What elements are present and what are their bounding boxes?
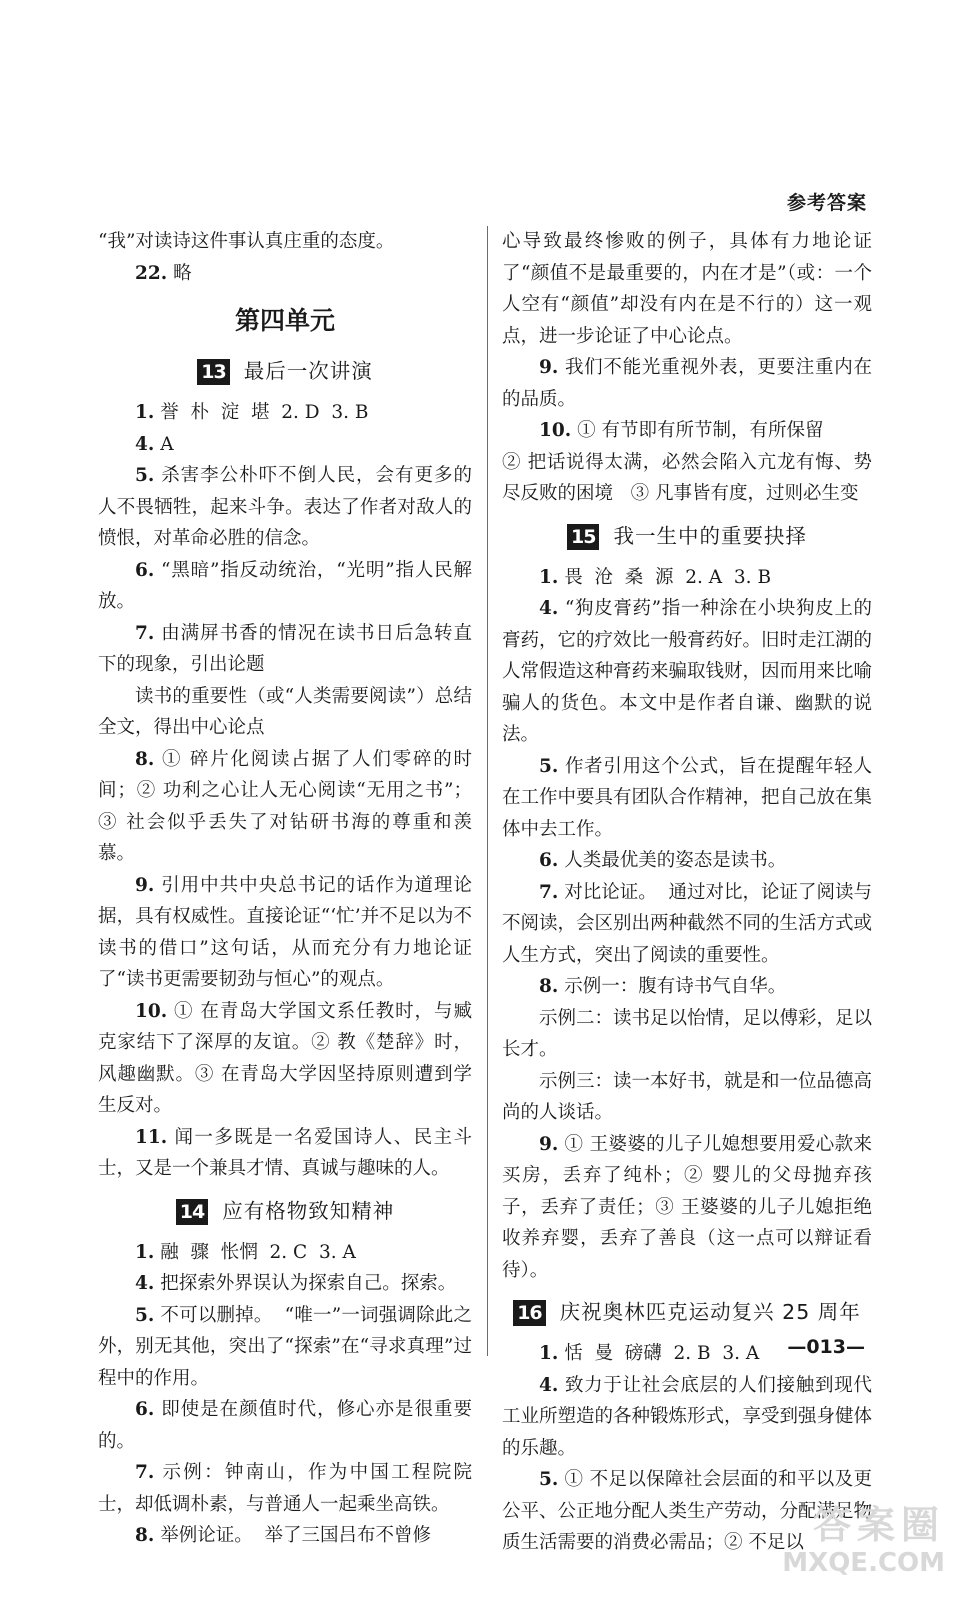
question-number: 6.	[539, 850, 559, 871]
answer-paragraph	[502, 593, 872, 751]
answer-paragraph	[98, 1394, 472, 1457]
lesson-title: 最后一次讲演	[243, 359, 373, 384]
question-number: 4.	[539, 1374, 559, 1396]
answer-text: 引用中共中央总书记的话作为道理论据，具有权威性。直接论证“‘忙’并不足以为不读书的借口”这句话，从而充分有力地论证了“读书更需要韧劲与恒心”的观点。	[98, 874, 472, 990]
answer-text: 举例论证。 举了三国吕布不曾修	[154, 1525, 431, 1546]
question-number: 9.	[135, 874, 155, 896]
question-number: 1.	[135, 1241, 155, 1263]
answer-paragraph	[98, 1300, 472, 1395]
answer-paragraph	[98, 1237, 472, 1269]
question-number: 6.	[135, 1399, 155, 1420]
lesson-number-badge: 16	[513, 1300, 545, 1326]
question-number: 4.	[539, 598, 559, 619]
answer-paragraph	[98, 429, 472, 461]
answer-paragraph	[502, 1066, 872, 1129]
question-number: 1.	[539, 566, 559, 588]
answer-paragraph	[502, 845, 872, 877]
answer-paragraph	[98, 1268, 472, 1300]
answer-text: 即使是在颜值时代，修心亦是很重要的。	[98, 1399, 472, 1452]
right-column	[502, 226, 872, 1559]
answer-text: 对比论证。 通过对比，论证了阅读与不阅读，会区别出两种截然不同的生活方式或人生方式，突出了阅读的重要性。	[502, 881, 873, 966]
lesson-heading	[98, 353, 472, 391]
question-number: 5.	[135, 1304, 155, 1326]
answer-text: 闻一多既是一名爱国诗人、民主斗士，又是一个兼具才情、真诚与趣味的人。	[98, 1126, 472, 1179]
answer-paragraph	[502, 447, 872, 510]
answer-paragraph	[98, 555, 472, 618]
page-header: 参考答案	[786, 192, 867, 214]
answer-paragraph	[98, 618, 472, 681]
question-number: 8.	[539, 976, 559, 997]
answer-text: 示例一：腹有诗书气自华。	[558, 976, 787, 997]
answer-text: 不可以删掉。 “唯一”一词强调除此之外，别无其他，突出了“探索”在“寻求真理”过程中的作用。	[98, 1304, 472, 1389]
answer-text: ① 在青岛大学国文系任教时，与臧克家结下了深厚的友谊。② 教《楚辞》时，风趣幽默。③ 在青岛大学因坚持原则遭到学生反对。	[98, 1000, 472, 1116]
question-number: 4.	[135, 433, 155, 455]
lesson-number-badge: 15	[567, 524, 599, 550]
question-number: 8.	[135, 748, 155, 770]
answer-paragraph	[98, 1457, 472, 1520]
lesson-title: 庆祝奥林匹克运动复兴 25 周年	[559, 1300, 861, 1325]
left-column	[98, 226, 472, 1552]
answer-paragraph	[98, 226, 472, 258]
question-number: 9.	[539, 357, 559, 378]
answer-text: 心导致最终惨败的例子，具体有力地论证了“颜值不是最重要的，内在才是”（或：一个人空有“颜值”却没有内在是不行的）这一观点，进一步论证了中心论点。	[502, 231, 872, 347]
lesson-heading	[502, 518, 872, 556]
answer-paragraph	[502, 226, 872, 352]
answer-text: 杀害李公朴吓不倒人民，会有更多的人不畏牺牲，起来斗争。表达了作者对敌人的愤恨，对革命必胜的信念。	[98, 465, 472, 549]
question-number: 5.	[539, 755, 559, 777]
answer-text: “黑暗”指反动统治，“光明”指人民解放。	[98, 559, 472, 612]
answer-text: “我”对读诗这件事认真庄重的态度。	[98, 231, 395, 252]
answer-paragraph	[502, 751, 872, 846]
question-number: 10.	[135, 1000, 168, 1022]
question-number: 9.	[539, 1133, 559, 1155]
answer-paragraph	[502, 971, 872, 1003]
answer-paragraph	[98, 744, 472, 870]
answer-text: 由满屏书香的情况在读书日后急转直下的现象，引出论题	[98, 622, 472, 675]
question-number: 7.	[135, 622, 155, 644]
question-number: 1.	[539, 1343, 559, 1364]
answer-paragraph	[502, 877, 872, 972]
answer-text: 示例二：读书足以怡情，足以傅彩，足以长才。	[502, 1007, 873, 1060]
answer-paragraph	[502, 1129, 872, 1287]
answer-text: ① 有节即有所节制，有所保留	[571, 420, 824, 441]
question-number: 5.	[135, 465, 155, 486]
lesson-title: 我一生中的重要抉择	[613, 523, 807, 548]
answer-text: ① 碎片化阅读占据了人们零碎的时间；② 功利之心让人无心阅读“无用之书”；③ 社会似乎丢失了对钻研书海的尊重和羡慕。	[98, 748, 472, 864]
answer-paragraph	[502, 415, 872, 447]
answer-text: 恬 曼 磅礴 2. B 3. A	[558, 1343, 760, 1364]
question-number: 4.	[135, 1273, 155, 1294]
watermark-url: MXQE.COM	[782, 1548, 945, 1578]
answer-paragraph	[502, 1370, 872, 1465]
answer-paragraph	[98, 258, 472, 290]
lesson-number-badge: 13	[197, 359, 229, 385]
answer-text: 略	[167, 262, 192, 284]
question-number: 11.	[135, 1126, 168, 1148]
answer-paragraph	[98, 870, 472, 996]
question-number: 8.	[135, 1525, 155, 1546]
column-divider	[487, 226, 488, 1356]
answer-paragraph	[98, 460, 472, 555]
lesson-heading	[98, 1193, 472, 1231]
answer-text: 把探索外界误认为探索自己。探索。	[154, 1273, 457, 1294]
answer-text: ① 王婆婆的儿子儿媳想要用爱心款来买房，丢弃了纯朴；② 婴儿的父母抛弃孩子，丢弃了责任；③ 王婆婆的儿子儿媳拒绝收养弃婴，丢弃了善良（这一点可以辩证看待）。	[502, 1133, 872, 1281]
answer-paragraph	[502, 562, 872, 594]
question-number: 6.	[135, 559, 155, 581]
answer-paragraph	[502, 1003, 872, 1066]
answer-text: 读书的重要性（或“人类需要阅读”）总结全文，得出中心论点	[98, 685, 472, 738]
answer-text: 致力于让社会底层的人们接触到现代工业所塑造的各种锻炼形式，享受到强身健体的乐趣。	[502, 1374, 873, 1459]
question-number: 22.	[135, 262, 168, 284]
answer-text: 我们不能光重视外表，更要注重内在的品质。	[502, 357, 872, 410]
answer-text: 人类最优美的姿态是读书。	[558, 850, 787, 871]
answer-paragraph	[98, 681, 472, 744]
question-number: 10.	[539, 420, 572, 441]
question-number: 5.	[539, 1469, 559, 1490]
answer-paragraph	[502, 352, 872, 415]
answer-text: 融 骤 怅惘 2. C 3. A	[154, 1241, 356, 1263]
answer-text: 畏 沧 桑 源 2. A 3. B	[558, 566, 772, 588]
answer-paragraph	[98, 996, 472, 1122]
watermark-logo: 答案圈	[812, 1503, 945, 1547]
lesson-heading	[502, 1294, 872, 1332]
lesson-title: 应有格物致知精神	[222, 1198, 395, 1223]
answer-text: 示例：钟南山，作为中国工程院院士，却低调朴素，与普通人一起乘坐高铁。	[98, 1462, 472, 1515]
lesson-number-badge: 14	[176, 1199, 208, 1225]
unit-title: 第四单元	[234, 306, 335, 335]
answer-paragraph	[98, 397, 472, 429]
answer-paragraph	[98, 1520, 472, 1552]
answer-text: “狗皮膏药”指一种涂在小块狗皮上的膏药，它的疗效比一般膏药好。旧时走江湖的人常假造这种膏药来骗取钱财，因而用来比喻骗人的货色。本文中是作者自谦、幽默的说法。	[502, 598, 873, 745]
answer-text: A	[154, 433, 174, 455]
question-number: 1.	[135, 402, 155, 423]
answer-text: 誉 朴 淀 堪 2. D 3. B	[154, 402, 369, 423]
question-number: 7.	[135, 1462, 155, 1483]
answer-text: ① 不足以保障社会层面的和平以及更公平、公正地分配人类生产劳动，分配满足物质生活需要的消费必需品；② 不足以	[502, 1469, 873, 1553]
answer-text: 作者引用这个公式，旨在提醒年轻人在工作中要具有团队合作精神，把自己放在集体中去工作。	[502, 755, 873, 840]
answer-paragraph	[98, 1122, 472, 1185]
answer-text: 示例三：读一本好书，就是和一位品德高尚的人谈话。	[502, 1070, 873, 1123]
answer-text: ② 把话说得太满，必然会陷入亢龙有悔、势尽反败的困境 ③ 凡事皆有度，过则必生变	[502, 451, 872, 504]
page-number: —013—	[787, 1336, 865, 1358]
question-number: 7.	[539, 881, 559, 903]
